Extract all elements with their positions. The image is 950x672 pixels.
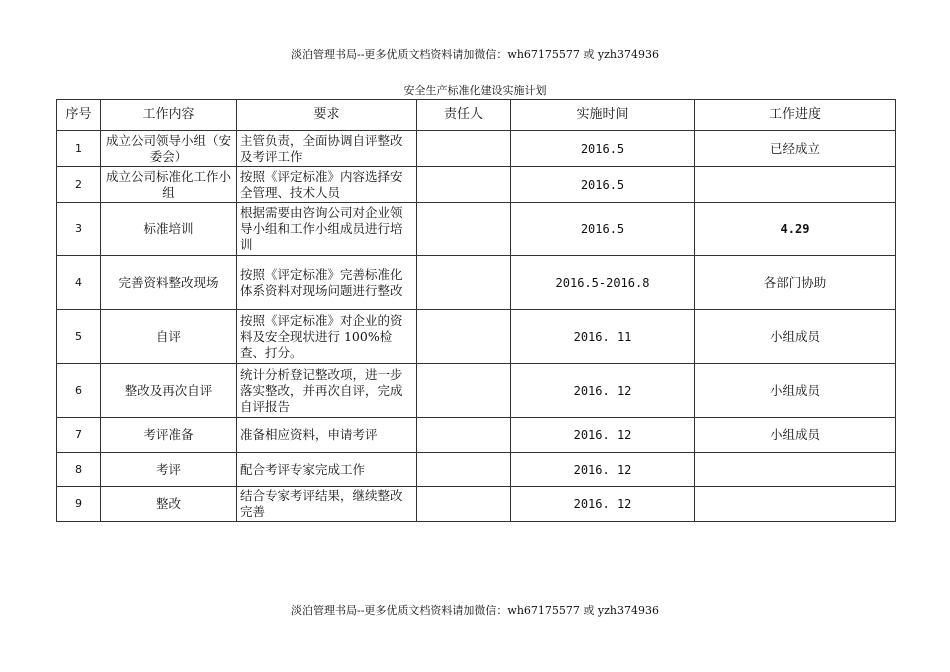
cell-progress (695, 487, 896, 522)
cell-no: 5 (57, 310, 101, 364)
table-row (57, 364, 896, 418)
cell-work: 考评准备 (101, 418, 237, 453)
table-row (57, 167, 896, 203)
cell-progress: 各部门协助 (695, 256, 896, 310)
column-header-owner: 责任人 (417, 100, 511, 131)
table-row (57, 310, 896, 364)
cell-progress: 小组成员 (695, 418, 896, 453)
cell-time: 2016.5 (511, 131, 695, 167)
cell-no: 2 (57, 167, 101, 203)
column-header-requirement: 要求 (237, 100, 417, 131)
footer-note: 淡泊管理书局--更多优质文档资料请加微信：wh67175577 或 yzh374936 (291, 604, 659, 617)
cell-progress: 小组成员 (695, 310, 896, 364)
cell-requirement: 按照《评定标准》对企业的资料及安全现状进行 100%检查、打分。 (237, 310, 417, 364)
column-header-work: 工作内容 (101, 100, 237, 131)
cell-owner (417, 310, 511, 364)
cell-work: 考评 (101, 453, 237, 487)
cell-work: 完善资料整改现场 (101, 256, 237, 310)
cell-owner (417, 203, 511, 256)
cell-time: 2016. 11 (511, 310, 695, 364)
cell-requirement: 主管负责，全面协调自评整改及考评工作 (237, 131, 417, 167)
cell-time: 2016.5 (511, 203, 695, 256)
cell-owner (417, 256, 511, 310)
cell-no: 7 (57, 418, 101, 453)
cell-work: 自评 (101, 310, 237, 364)
cell-owner (417, 418, 511, 453)
cell-owner (417, 167, 511, 203)
cell-time: 2016.5 (511, 167, 695, 203)
cell-progress (695, 167, 896, 203)
cell-no: 9 (57, 487, 101, 522)
table-row (57, 131, 896, 167)
column-header-time: 实施时间 (511, 100, 695, 131)
implementation-plan-table (56, 99, 896, 522)
cell-time: 2016.5-2016.8 (511, 256, 695, 310)
cell-no: 1 (57, 131, 101, 167)
cell-progress: 4.29 (695, 203, 896, 256)
cell-work: 成立公司领导小组（安委会） (101, 131, 237, 167)
document-title: 安全生产标准化建设实施计划 (403, 84, 547, 97)
cell-no: 4 (57, 256, 101, 310)
cell-no: 3 (57, 203, 101, 256)
cell-work: 标准培训 (101, 203, 237, 256)
cell-owner (417, 453, 511, 487)
cell-progress: 已经成立 (695, 131, 896, 167)
header-note: 淡泊管理书局--更多优质文档资料请加微信：wh67175577 或 yzh374936 (291, 48, 659, 61)
cell-work: 整改及再次自评 (101, 364, 237, 418)
cell-time: 2016. 12 (511, 418, 695, 453)
cell-requirement: 统计分析登记整改项，进一步落实整改，并再次自评，完成自评报告 (237, 364, 417, 418)
cell-progress: 小组成员 (695, 364, 896, 418)
table-header-row (57, 100, 896, 131)
cell-requirement: 根据需要由咨询公司对企业领导小组和工作小组成员进行培训 (237, 203, 417, 256)
cell-work: 成立公司标准化工作小组 (101, 167, 237, 203)
cell-time: 2016. 12 (511, 487, 695, 522)
cell-no: 8 (57, 453, 101, 487)
table-row (57, 453, 896, 487)
cell-owner (417, 487, 511, 522)
table-row (57, 487, 896, 522)
cell-owner (417, 131, 511, 167)
table-row (57, 256, 896, 310)
table-row (57, 203, 896, 256)
column-header-no: 序号 (57, 100, 101, 131)
cell-work: 整改 (101, 487, 237, 522)
cell-requirement: 按照《评定标准》内容选择安全管理、技术人员 (237, 167, 417, 203)
cell-requirement: 配合考评专家完成工作 (237, 453, 417, 487)
cell-progress (695, 453, 896, 487)
cell-time: 2016. 12 (511, 364, 695, 418)
cell-no: 6 (57, 364, 101, 418)
cell-requirement: 结合专家考评结果，继续整改完善 (237, 487, 417, 522)
column-header-progress: 工作进度 (695, 100, 896, 131)
table-row (57, 418, 896, 453)
cell-requirement: 准备相应资料，申请考评 (237, 418, 417, 453)
cell-time: 2016. 12 (511, 453, 695, 487)
cell-requirement: 按照《评定标准》完善标准化体系资料对现场问题进行整改 (237, 256, 417, 310)
cell-owner (417, 364, 511, 418)
